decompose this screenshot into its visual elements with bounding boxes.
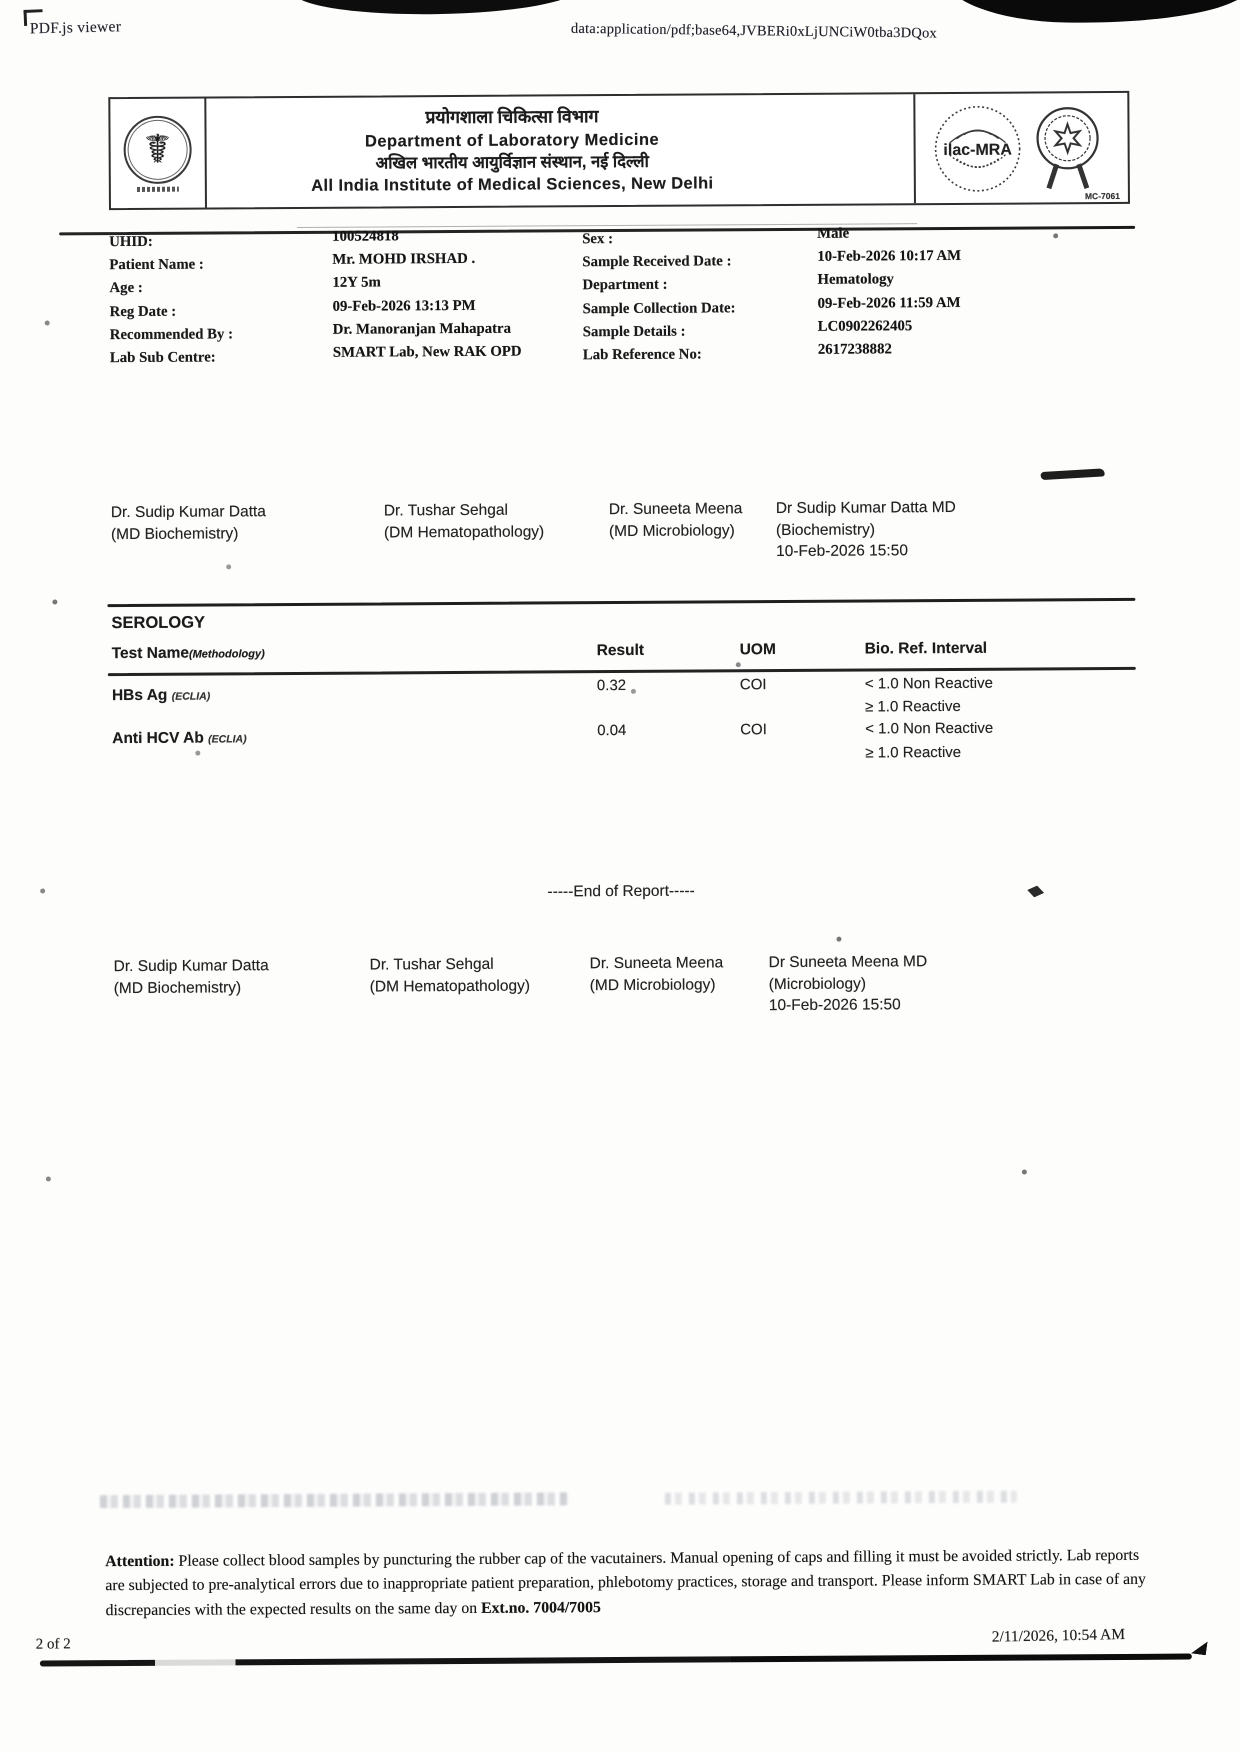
- test-method-text: (ECLIA): [171, 690, 211, 703]
- signatory-name: Dr. Tushar Sehgal: [369, 955, 494, 974]
- scan-artifact: [1191, 1640, 1208, 1656]
- signatory-name: Dr. Sudip Kumar Datta: [113, 957, 269, 976]
- info-label: Reg Date :: [109, 303, 177, 320]
- signatory-block: [370, 954, 530, 998]
- info-value: LC0902262405: [817, 317, 913, 335]
- methodology-header-text: (Methodology): [188, 648, 265, 661]
- signatory-qualification: (MD Microbiology): [608, 521, 735, 540]
- signatory-block: [609, 498, 743, 542]
- test-name-text: Anti HCV Ab: [112, 729, 204, 748]
- signatory-block: [384, 499, 544, 543]
- info-label: Lab Sub Centre:: [109, 349, 216, 367]
- scan-artifact: [294, 0, 579, 16]
- info-label: Age :: [109, 280, 143, 297]
- info-value: SMART Lab, New RAK OPD: [332, 343, 522, 361]
- info-row: [109, 341, 1133, 373]
- info-label: Sample Details :: [582, 323, 686, 340]
- signatory-datetime: 10-Feb-2026 15:50: [768, 996, 901, 1015]
- info-value: 09-Feb-2026 11:59 AM: [817, 294, 961, 312]
- letterhead-titles: [206, 94, 914, 207]
- info-value: 09-Feb-2026 13:13 PM: [332, 297, 476, 315]
- ilac-mra-logo-icon: [933, 104, 1022, 193]
- test-result-value: 0.32: [596, 676, 627, 695]
- info-value: Mr. MOHD IRSHAD .: [332, 251, 476, 268]
- nabl-certificate-code: MC-7061: [1084, 190, 1120, 202]
- signatory-block: [114, 955, 269, 999]
- department-title-hindi: प्रयोगशाला चिकित्सा विभाग: [425, 106, 599, 128]
- attention-label: Attention:: [105, 1552, 175, 1570]
- signatory-datetime: 10-Feb-2026 15:50: [776, 542, 908, 561]
- footer-rule: [40, 1654, 1192, 1667]
- institute-title-hindi: अखिल भारतीय आयुर्विज्ञान संस्थान, नई दिल्ली: [375, 152, 649, 173]
- test-uom-value: COI: [739, 676, 767, 694]
- pdf-data-url: data:application/pdf;base64,JVBERi0xLjUNCiW0tba3DQox: [570, 20, 938, 42]
- end-of-report-text: -----End of Report-----: [547, 882, 695, 901]
- divider: [107, 598, 1135, 607]
- signatory-name: Dr. Suneeta Meena: [589, 954, 724, 973]
- info-value: 10-Feb-2026 10:17 AM: [817, 248, 962, 265]
- test-ref-interval-line: < 1.0 Non Reactive: [864, 674, 993, 693]
- signatory-name: Dr. Tushar Sehgal: [383, 501, 508, 520]
- info-label: Department :: [582, 277, 668, 294]
- info-value: 100524818: [332, 228, 399, 245]
- signatory-qualification: (DM Hematopathology): [369, 977, 531, 996]
- signatory-qualification: (DM Hematopathology): [383, 522, 545, 541]
- test-name-text: HBs Ag: [111, 686, 168, 705]
- accreditation-cell: [913, 93, 1128, 203]
- attention-body: Please collect blood samples by puncturing the rubber cap of the vacutainers. Manual opening of caps and filling it must be avoided strictly. Lab reports are subjected to pre-analytical errors due to inappropriate patient preparation, phlebotomy practices, storage and transport. Please inform SMART Lab in case of any discrepancies with the expected results on the same day on: [105, 1546, 1146, 1620]
- print-timestamp: 2/11/2026, 10:54 AM: [991, 1626, 1126, 1646]
- attention-note: [105, 1544, 1155, 1624]
- column-header-uom: UOM: [739, 641, 776, 659]
- signatory-name: Dr. Suneeta Meena: [608, 500, 743, 519]
- aiims-motto-text: [137, 186, 179, 191]
- test-ref-interval-line: ≥ 1.0 Reactive: [865, 743, 962, 762]
- signatory-qualification: (Biochemistry): [775, 520, 876, 539]
- info-value: 2617238882: [817, 341, 892, 358]
- patient-info-grid: [109, 225, 1133, 373]
- signatory-name: Dr Sudip Kumar Datta MD: [775, 498, 956, 518]
- info-label: Lab Reference No:: [582, 346, 702, 364]
- test-row-name: [112, 687, 210, 706]
- scan-artifact: [943, 0, 1240, 26]
- info-label: Sample Received Date :: [582, 253, 732, 271]
- pdf-viewer-title: PDF.js viewer: [29, 18, 122, 38]
- info-label: Sex :: [582, 231, 614, 248]
- info-value: Hematology: [817, 271, 894, 289]
- info-label: UHID:: [109, 233, 153, 251]
- letterhead: [108, 91, 1130, 210]
- column-header-ref-interval: Bio. Ref. Interval: [864, 639, 988, 658]
- aiims-emblem-icon: ☤: [123, 115, 191, 183]
- info-value: Dr. Manoranjan Mahapatra: [332, 320, 512, 338]
- signatory-qualification: (MD Biochemistry): [110, 524, 239, 543]
- column-header-test-name: [112, 644, 265, 663]
- column-header-result: Result: [596, 641, 645, 660]
- signatory-block: [769, 951, 928, 1016]
- faded-print-line: [665, 1491, 1017, 1505]
- test-ref-interval-line: ≥ 1.0 Reactive: [864, 697, 961, 716]
- signatory-block: [590, 952, 724, 996]
- test-name-header-text: Test Name: [111, 644, 190, 663]
- section-title: SEROLOGY: [111, 613, 206, 633]
- faded-print-line: [100, 1492, 568, 1508]
- page-indicator: 2 of 2: [35, 1636, 71, 1653]
- signatory-qualification: (MD Microbiology): [589, 975, 716, 994]
- signatory-qualification: (Microbiology): [768, 975, 867, 993]
- institute-title-english: All India Institute of Medical Sciences, New Delhi: [311, 174, 714, 196]
- signatory-block: [776, 497, 956, 563]
- signatory-qualification: (MD Biochemistry): [113, 978, 242, 997]
- info-value: 12Y 5m: [332, 274, 381, 292]
- test-row-name: [112, 729, 246, 748]
- nabl-logo-icon: [1025, 99, 1110, 196]
- signatory-block: [111, 501, 266, 545]
- department-title-english: Department of Laboratory Medicine: [364, 130, 660, 151]
- test-uom-value: COI: [740, 721, 767, 739]
- test-method-text: (ECLIA): [208, 733, 247, 746]
- aiims-logo-cell: [110, 99, 207, 209]
- test-ref-interval-line: < 1.0 Non Reactive: [865, 719, 994, 738]
- attention-ext-number: Ext.no. 7004/7005: [480, 1599, 601, 1617]
- info-label: Recommended By :: [109, 326, 234, 343]
- signatory-name: Dr Suneeta Meena MD: [768, 953, 928, 972]
- info-label: Patient Name :: [109, 256, 204, 274]
- info-value: Male: [817, 225, 850, 242]
- signatory-name: Dr. Sudip Kumar Datta: [110, 503, 266, 522]
- scan-artifact: [1040, 468, 1104, 480]
- svg-text:ilac-MRA: ilac-MRA: [943, 141, 1012, 159]
- info-label: Sample Collection Date:: [582, 299, 736, 317]
- test-result-value: 0.04: [597, 721, 627, 740]
